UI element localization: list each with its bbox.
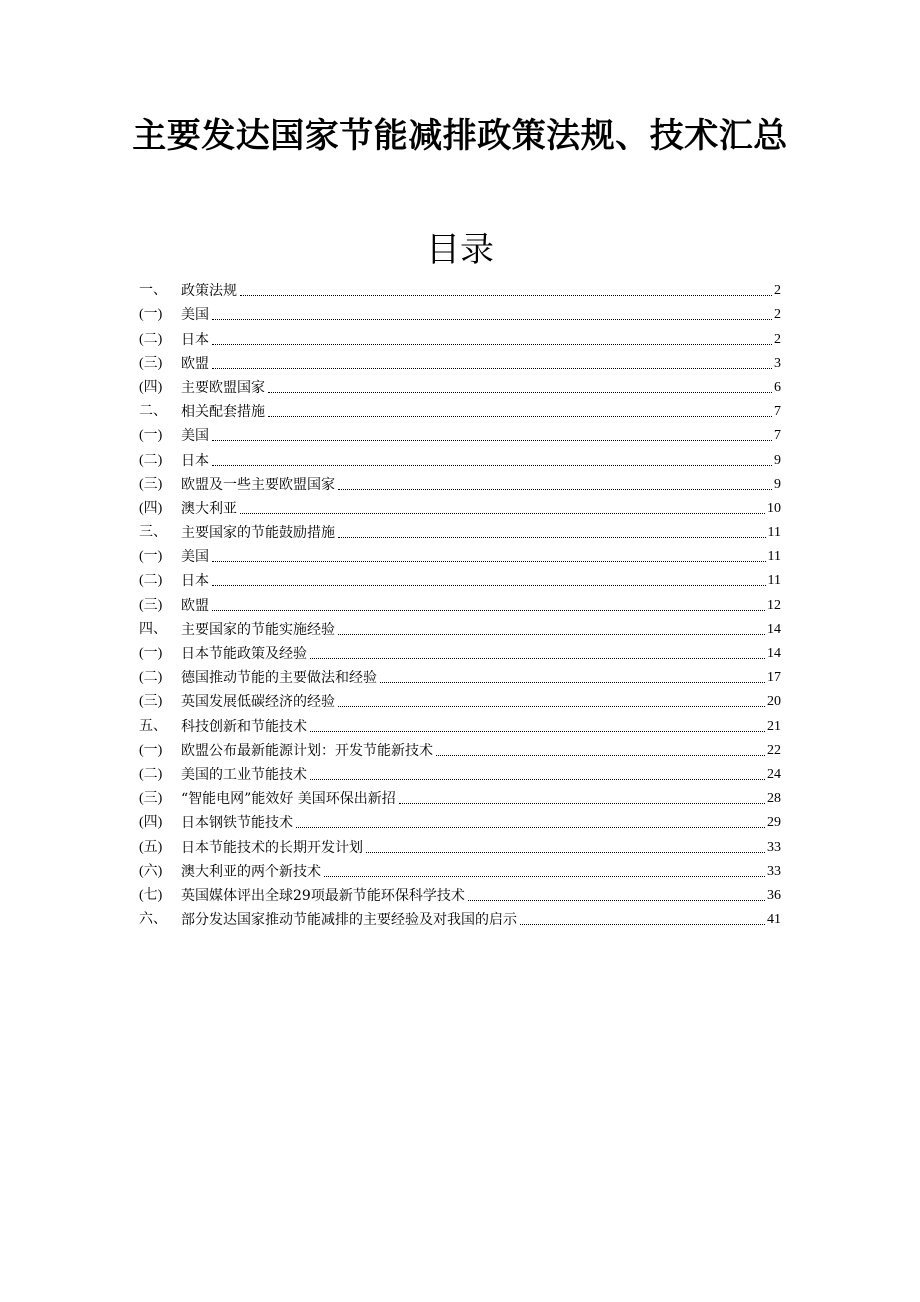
- toc-entry-title: 日本节能政策及经验: [181, 646, 307, 662]
- toc-dot-leader: [240, 294, 772, 296]
- toc-entry-title: 相关配套措施: [181, 404, 265, 421]
- toc-entry-title: 主要国家的节能实施经验: [181, 621, 335, 638]
- toc-entry-number: 二、: [139, 404, 167, 420]
- toc-entry[interactable]: [139, 639, 781, 663]
- toc-entry[interactable]: [139, 349, 781, 373]
- toc-entry-number: (三): [139, 355, 163, 371]
- toc-entry-title: 欧盟: [181, 597, 209, 614]
- toc-entry-number: (二): [139, 452, 163, 468]
- toc-dot-leader: [399, 802, 765, 804]
- toc-entry-number: (三): [139, 791, 163, 807]
- toc-entry[interactable]: [139, 663, 781, 687]
- toc-entry-title: 日本: [181, 452, 209, 469]
- toc-entry-page-number: 22: [767, 742, 781, 758]
- toc-entry-number: 三、: [139, 525, 167, 541]
- toc-entry-title: 美国: [181, 307, 209, 324]
- toc-entry-number: (二): [139, 766, 163, 782]
- toc-entry-number: (二): [139, 670, 163, 686]
- toc-dot-leader: [268, 391, 772, 393]
- toc-dot-leader: [212, 584, 766, 586]
- toc-entry-title: 日本节能技术的长期开发计划: [181, 839, 363, 856]
- toc-heading: 目录: [426, 230, 494, 270]
- toc-entry-page-number: 11: [767, 549, 781, 565]
- toc-entry-number: (六): [139, 863, 163, 879]
- toc-dot-leader: [520, 923, 765, 925]
- toc-entry[interactable]: [139, 276, 781, 300]
- toc-entry-number: (三): [139, 476, 163, 492]
- toc-entry-page-number: 12: [767, 597, 781, 613]
- toc-entry-title: 主要国家的节能鼓励措施: [181, 525, 335, 542]
- table-of-contents: [139, 276, 781, 929]
- toc-entry-number: 四、: [139, 621, 167, 637]
- toc-entry[interactable]: [139, 300, 781, 324]
- toc-entry-title: 德国推动节能的主要做法和经验: [181, 670, 377, 687]
- toc-entry-page-number: 17: [767, 670, 781, 686]
- toc-entry-page-number: 9: [774, 452, 781, 468]
- toc-entry[interactable]: [139, 518, 781, 542]
- toc-entry[interactable]: [139, 784, 781, 808]
- toc-entry-page-number: 2: [774, 331, 781, 347]
- toc-dot-leader: [212, 464, 772, 466]
- toc-entry-page-number: 6: [774, 379, 781, 395]
- toc-dot-leader: [212, 343, 772, 345]
- toc-dot-leader: [268, 415, 772, 417]
- toc-entry-page-number: 33: [767, 863, 781, 879]
- toc-entry-page-number: 20: [767, 694, 781, 710]
- toc-entry-title: 美国: [181, 428, 209, 445]
- toc-entry-title: 政策法规: [181, 283, 237, 300]
- toc-entry-number: (一): [139, 428, 163, 444]
- toc-entry-title: 日本: [181, 573, 209, 590]
- toc-dot-leader: [310, 730, 765, 732]
- toc-entry-title: 部分发达国家推动节能减排的主要经验及对我国的启示: [181, 912, 517, 929]
- toc-entry-title: 主要欧盟国家: [181, 379, 265, 396]
- toc-dot-leader: [296, 826, 765, 828]
- toc-entry-title: 欧盟: [181, 355, 209, 372]
- toc-dot-leader: [380, 681, 765, 683]
- toc-dot-leader: [436, 754, 765, 756]
- toc-entry-page-number: 2: [774, 283, 781, 299]
- toc-entry-page-number: 41: [767, 912, 781, 928]
- toc-dot-leader: [338, 488, 772, 490]
- toc-entry-title: 美国的工业节能技术: [181, 766, 307, 783]
- toc-entry[interactable]: [139, 373, 781, 397]
- toc-dot-leader: [310, 657, 765, 659]
- toc-dot-leader: [338, 705, 765, 707]
- toc-entry-page-number: 28: [767, 791, 781, 807]
- toc-entry-page-number: 2: [774, 307, 781, 323]
- toc-entry-page-number: 11: [767, 573, 781, 589]
- toc-entry[interactable]: [139, 542, 781, 566]
- toc-dot-leader: [468, 899, 765, 901]
- toc-entry-title: 科技创新和节能技术: [181, 718, 307, 735]
- document-title: 主要发达国家节能减排政策法规、技术汇总: [132, 116, 788, 156]
- toc-entry-number: (五): [139, 839, 163, 855]
- toc-entry[interactable]: [139, 324, 781, 348]
- toc-entry-title: 日本: [181, 331, 209, 348]
- toc-entry-number: 一、: [139, 283, 167, 299]
- toc-entry-number: (一): [139, 646, 163, 661]
- toc-entry-title: 澳大利亚的两个新技术: [181, 863, 321, 880]
- toc-entry-page-number: 7: [774, 428, 781, 444]
- toc-entry-number: (二): [139, 331, 163, 347]
- toc-entry-title: 欧盟及一些主要欧盟国家: [181, 476, 335, 493]
- toc-entry-number: (一): [139, 549, 163, 565]
- toc-entry-number: (一): [139, 307, 163, 323]
- toc-entry[interactable]: [139, 615, 781, 639]
- toc-entry-number: (一): [139, 742, 163, 758]
- toc-entry-title: 欧盟公布最新能源计划：开发节能新技术: [181, 742, 433, 759]
- toc-entry[interactable]: [139, 808, 781, 832]
- toc-entry-number: (四): [139, 500, 163, 516]
- toc-dot-leader: [212, 367, 772, 369]
- toc-entry-number: (三): [139, 694, 163, 710]
- toc-entry-title: 英国媒体评出全球29项最新节能环保科学技术: [181, 887, 465, 904]
- toc-entry[interactable]: [139, 494, 781, 518]
- toc-dot-leader: [310, 778, 765, 780]
- toc-entry-page-number: 11: [767, 525, 781, 541]
- toc-entry-number: (三): [139, 597, 163, 613]
- toc-dot-leader: [212, 609, 765, 611]
- toc-dot-leader: [366, 851, 765, 853]
- toc-entry-number: (四): [139, 379, 163, 395]
- toc-entry[interactable]: [139, 736, 781, 760]
- toc-dot-leader: [240, 512, 765, 514]
- toc-dot-leader: [212, 318, 772, 320]
- toc-entry[interactable]: [139, 832, 781, 856]
- toc-entry[interactable]: [139, 470, 781, 494]
- toc-entry-number: (四): [139, 815, 163, 831]
- toc-entry-title: 美国: [181, 549, 209, 566]
- toc-entry[interactable]: [139, 711, 781, 735]
- toc-entry-page-number: 33: [767, 839, 781, 855]
- toc-entry-title: 日本钢铁节能技术: [181, 815, 293, 832]
- toc-entry-page-number: 36: [767, 887, 781, 903]
- toc-dot-leader: [212, 439, 772, 441]
- toc-entry[interactable]: [139, 566, 781, 590]
- toc-entry-page-number: 24: [767, 766, 781, 782]
- toc-entry[interactable]: [139, 760, 781, 784]
- toc-entry-title: 澳大利亚: [181, 500, 237, 517]
- toc-entry[interactable]: [139, 905, 781, 929]
- toc-entry-number: 六、: [139, 912, 167, 928]
- toc-dot-leader: [212, 560, 766, 562]
- toc-entry-title: “智能电网”能效好 美国环保出新招: [181, 791, 396, 808]
- toc-entry[interactable]: [139, 590, 781, 614]
- toc-entry-number: (二): [139, 573, 163, 589]
- toc-entry-page-number: 3: [774, 355, 781, 371]
- toc-entry-page-number: 14: [767, 646, 781, 661]
- toc-entry[interactable]: [139, 687, 781, 711]
- toc-entry[interactable]: [139, 397, 781, 421]
- toc-entry[interactable]: [139, 445, 781, 469]
- toc-entry-number: (七): [139, 887, 163, 903]
- toc-entry-number: 五、: [139, 718, 167, 734]
- toc-dot-leader: [338, 536, 766, 538]
- toc-entry-title: 英国发展低碳经济的经验: [181, 694, 335, 711]
- toc-entry-page-number: 14: [767, 621, 781, 637]
- toc-entry-page-number: 10: [767, 500, 781, 516]
- toc-entry[interactable]: [139, 881, 781, 905]
- toc-dot-leader: [338, 633, 765, 635]
- toc-entry[interactable]: [139, 857, 781, 881]
- toc-entry-page-number: 7: [774, 404, 781, 420]
- toc-entry[interactable]: [139, 421, 781, 445]
- toc-entry-page-number: 29: [767, 815, 781, 831]
- toc-entry-page-number: 21: [767, 718, 781, 734]
- toc-dot-leader: [324, 875, 765, 877]
- toc-entry-page-number: 9: [774, 476, 781, 492]
